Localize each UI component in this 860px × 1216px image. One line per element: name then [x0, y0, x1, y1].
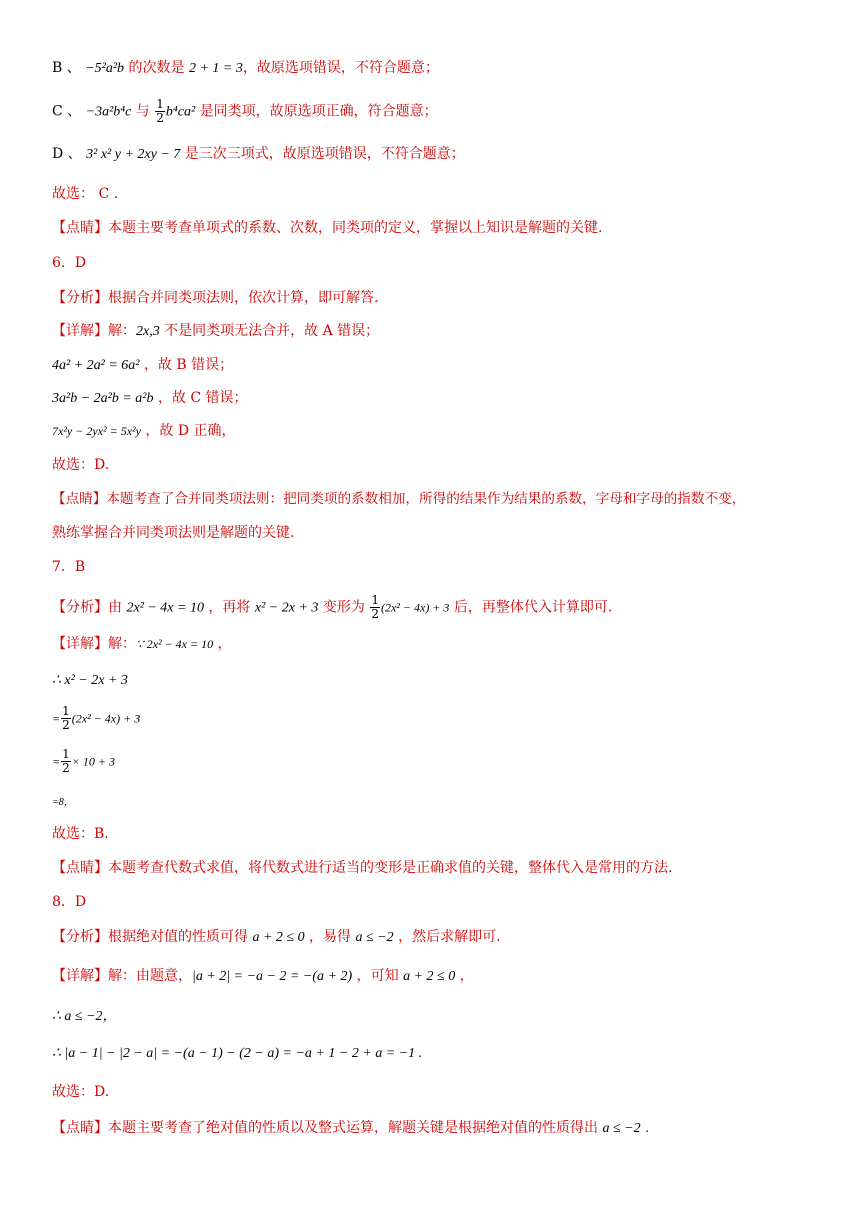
fraction-numerator: 1: [62, 747, 70, 761]
text: ，故 C 错误；: [153, 390, 248, 406]
fraction-denominator: 2: [62, 761, 70, 775]
math-expression: ∵ 2x² − 4x = 10: [136, 637, 214, 651]
text: 的次数是: [124, 60, 189, 76]
text: 【分析】根据绝对值的性质可得: [52, 929, 253, 945]
math-expression: b⁴ca²: [165, 104, 196, 120]
math-expression: ∴ a ≤ −2，: [52, 1009, 117, 1024]
text: 与: [131, 103, 155, 120]
text: .: [640, 1120, 650, 1136]
option-label: C 、: [52, 103, 82, 120]
text: ，再将: [203, 599, 255, 616]
fraction-denominator: 2: [371, 607, 379, 621]
math-expression: a ≤ −2: [602, 1121, 641, 1136]
q8-step1: [52, 1006, 816, 1027]
math-expression: ∴ |a − 1| − |2 − a| = −(a − 1) − (2 − a) = −a + 1 − 2 + a = −1 .: [52, 1046, 423, 1061]
q6-comment-line2: 熟练掌握合并同类项法则是解题的关键.: [52, 525, 295, 541]
q6-choice: 故选：D.: [52, 457, 110, 473]
q6-comment-line1: 【点睛】本题考查了合并同类项法则：把同类项的系数相加，所得的结果作为结果的系数，字母和字母的指数不变，: [52, 491, 746, 507]
math-expression: ∴ x² − 2x + 3: [52, 673, 128, 688]
fraction: [61, 705, 71, 732]
q8-detail: [52, 966, 816, 987]
q6-step2: [52, 388, 816, 409]
q7-comment: 【点睛】本题考查代数式求值，将代数式进行适当的变形是正确求值的关键，整体代入是常用的方法.: [52, 860, 673, 876]
text: 变形为: [318, 599, 370, 616]
q7-step4: [52, 791, 816, 813]
math-expression: × 10 + 3: [71, 754, 115, 769]
q8-choice: 故选：D.: [52, 1084, 110, 1100]
q6-analysis: 【分析】根据合并同类项法则，依次计算，即可解答.: [52, 290, 379, 306]
fraction: [155, 98, 165, 125]
fraction-numerator: 1: [156, 97, 164, 111]
math-expression: −5²a²b: [85, 61, 125, 76]
text: ，易得: [304, 929, 356, 945]
q7-detail: [52, 634, 816, 654]
q8-analysis: [52, 927, 816, 948]
q6-detail: [52, 321, 816, 342]
fraction-denominator: 2: [156, 111, 164, 125]
fraction: [370, 594, 380, 621]
math-expression: (2x² − 4x) + 3: [380, 600, 450, 615]
text: 是同类项，故原选项正确，符合题意；: [195, 103, 438, 120]
math-expression: a + 2 ≤ 0: [403, 969, 456, 984]
fraction-numerator: 1: [371, 593, 379, 607]
q8-header: 8．D: [52, 894, 87, 910]
text: ，故 D 正确，: [140, 423, 236, 439]
text: ，故原选项错误，不符合题意；: [242, 60, 439, 76]
option-d-line: [52, 144, 816, 165]
text: 【详解】解：由题意，: [52, 968, 192, 984]
text: 【详解】解：: [52, 323, 136, 339]
math-expression: a ≤ −2: [355, 930, 394, 945]
q7-header: 7．B: [52, 559, 86, 575]
q7-step1: [52, 670, 816, 691]
math-expression: 3² x² y + 2xy − 7: [86, 147, 181, 162]
text: 【详解】解：: [52, 636, 136, 652]
text: 不是同类项无法合并，故 A 错误；: [159, 323, 380, 339]
math-expression: 2x² − 4x = 10: [126, 600, 204, 616]
q8-step2: [52, 1043, 816, 1064]
equals-sign: =: [52, 754, 61, 769]
q5-comment: 【点睛】本题主要考查单项式的系数、次数，同类项的定义，掌握以上知识是解题的关键.: [52, 220, 603, 236]
math-expression: x² − 2x + 3: [254, 600, 319, 616]
text: ，: [213, 636, 232, 652]
fraction-denominator: 2: [62, 718, 70, 732]
text: ，可知: [352, 968, 404, 984]
text: 【分析】由: [52, 599, 127, 616]
text: ，: [455, 968, 474, 984]
math-expression: 2x,3: [136, 324, 160, 339]
text: 是三次三项式，故原选项错误，不符合题意；: [180, 146, 465, 162]
text: ，然后求解即可.: [393, 929, 501, 945]
math-expression: −3a²b⁴c: [85, 104, 132, 120]
math-expression: =8，: [52, 797, 74, 808]
q6-header: 6．D: [52, 255, 87, 271]
q7-analysis: [52, 594, 816, 621]
text: 后，再整体代入计算即可.: [449, 599, 613, 616]
q7-step3: [52, 748, 816, 775]
math-expression: 4a² + 2a² = 6a²: [52, 358, 140, 373]
math-expression: |a + 2| = −a − 2 = −(a + 2): [192, 969, 353, 984]
text: 【点睛】本题主要考查了绝对值的性质以及整式运算，解题关键是根据绝对值的性质得出: [52, 1120, 603, 1136]
math-expression: 7x²y − 2yx² = 5x²y: [52, 424, 141, 438]
q5-choice: 故选： C .: [52, 186, 119, 202]
q8-comment: [52, 1118, 816, 1139]
text: ，故 B 错误；: [139, 357, 234, 373]
option-b-line: [52, 58, 816, 79]
fraction-numerator: 1: [62, 704, 70, 718]
q7-choice: 故选：B.: [52, 826, 109, 842]
option-label: B 、: [52, 60, 81, 76]
math-expression: 2 + 1 = 3: [188, 61, 243, 76]
q6-step1: [52, 355, 816, 376]
q7-step2: [52, 705, 816, 732]
equals-sign: =: [52, 711, 61, 726]
fraction: [61, 748, 71, 775]
option-c-line: [52, 98, 816, 125]
q6-step3: [52, 421, 816, 441]
option-label: D 、: [52, 146, 82, 162]
math-expression: a + 2 ≤ 0: [252, 930, 305, 945]
math-expression: (2x² − 4x) + 3: [71, 711, 141, 726]
math-expression: 3a²b − 2a²b = a²b: [52, 391, 154, 406]
